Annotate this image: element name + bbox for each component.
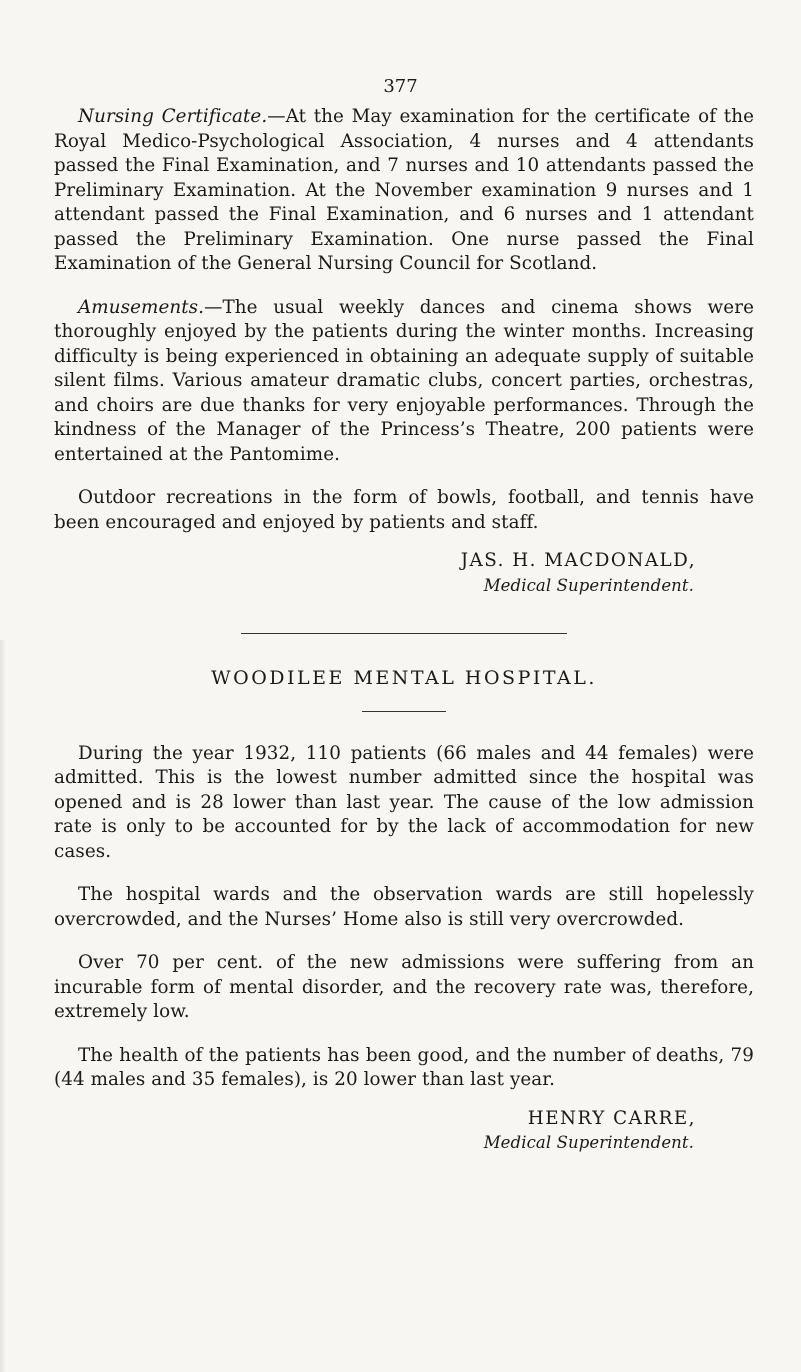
paragraph-text: The hospital wards and the observation wards are still hopelessly overcrowded, and the Nurses’ Home also is still very overcrowded. [54,884,754,930]
paragraph-overcrowding [54,883,754,932]
page-number: 377 [383,76,418,97]
paragraph-text: The health of the patients has been good, and the number of deaths, 79 (44 males and 35 females), is 20 lower than last year. [54,1044,754,1090]
paragraph-text: —The usual weekly dances and cinema shows were thoroughly enjoyed by the patients during the winter months. Increasing difficulty is being experienced in obtaining an adequate supply of suitable silent films. Various amateur dramatic clubs, concert parties, orchestras, and choirs are due thanks for very enjoyable performances. Through the kindness of the Manager of the Princess’s Theatre, 200 patients were entertained at the Pantomime. [54,296,754,465]
paragraph-admissions [54,742,754,865]
paragraph-text: —At the May examination for the certificate of the Royal Medico-Psychological Association, 4 nurses and 4 attendants passed the Final Examination, and 7 nurses and 10 attendants passed the Preliminary Examination. At the November examination 9 nurses and 1 attendant passed the Final Examination, and 6 nurses and 1 attendant passed the Preliminary Examination. One nurse passed the Final Examination of the General Nursing Council for Scotland. [54,106,754,274]
paragraph-heading: Amusements. [78,296,205,318]
signature-name: HENRY CARRE, [527,1107,696,1129]
paragraph-text: Over 70 per cent. of the new admissions were suffering from an incurable form of mental disorder, and the recovery rate was, therefore, extremely low. [54,952,754,1022]
section-divider [241,633,567,634]
signature-block-2 [54,1107,754,1156]
signature-block-1 [54,549,754,598]
paragraph-heading: Nursing Certificate. [78,106,268,127]
hospital-title: WOODILEE MENTAL HOSPITAL. [211,667,597,689]
signature-title: Medical Superintendent. [483,1133,694,1152]
page-content [54,105,754,1156]
paragraph-health [54,1044,754,1093]
signature-title: Medical Superintendent. [483,575,694,595]
signature-name: JAS. H. MACDONALD, [460,550,696,571]
page-binding-shadow [0,640,6,1372]
paragraph-outdoor-recreations [54,486,754,535]
paragraph-recovery-rate [54,951,754,1025]
paragraph-nursing-certificate [54,105,754,277]
paragraph-text: Outdoor recreations in the form of bowls, football, and tennis have been encouraged and enjoyed by patients and staff. [54,487,754,533]
paragraph-amusements [54,296,754,468]
paragraph-text: During the year 1932, 110 patients (66 males and 44 females) were admitted. This is the lowest number admitted since the hospital was opened and is 28 lower than last year. The cause of the low admission rate is only to be accounted for by the lack of accommodation for new cases. [54,742,754,862]
